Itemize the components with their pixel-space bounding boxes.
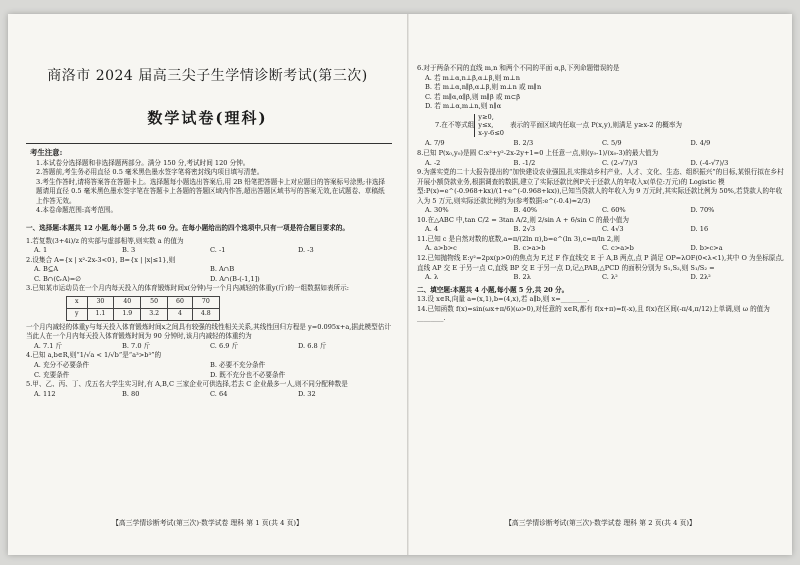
option: B. 80 — [122, 389, 140, 398]
question-14 — [417, 305, 785, 324]
option: D. b>c>a — [690, 244, 723, 253]
question-stem: 13.设 x∈R,向量 a=(x,1),b=(4,x),若 a∥b,则 x=________. — [417, 295, 590, 304]
option: A. 7.1 斤 — [34, 341, 63, 350]
table-cell: 70 — [192, 296, 219, 308]
table-cell: 3.2 — [141, 308, 168, 320]
right-questions — [417, 64, 785, 324]
paper-title: 商洛市 2024 届高三尖子生学情诊断考试(第三次) — [47, 68, 368, 84]
option: B. 2λ — [513, 273, 531, 282]
option: A. 7/9 — [425, 139, 445, 148]
option: D. A∩(B-(-1,1]) — [210, 274, 260, 283]
option: A. λ — [425, 273, 439, 282]
inequality: y≤x, — [478, 120, 494, 129]
question-stem: 8.已知 P(x₀,y₀)是圆 C:x²+y²-2x-2y+1=0 上任意一点,则(y₀-1)/(x₀-3)的最大值为 — [417, 149, 659, 157]
option: B. 若 m⊥α,n∥β,α⊥β,则 m⊥n 或 m∥n — [425, 83, 542, 92]
option: C. 6.9 斤 — [210, 341, 239, 350]
option: C. 60% — [602, 206, 626, 215]
option: C. c>a>b — [602, 244, 634, 253]
question-2 — [26, 256, 392, 285]
option: D. (-4-√7)/3 — [690, 158, 729, 167]
option: D. 16 — [690, 225, 709, 234]
option: A. B⊆A — [34, 265, 59, 274]
option: B. 必要不充分条件 — [210, 360, 266, 369]
option: D. 70% — [690, 206, 715, 215]
option: B. 2/3 — [513, 139, 534, 148]
title-divider — [26, 143, 392, 144]
table-cell: 30 — [87, 296, 114, 308]
option: D. 4/9 — [690, 139, 711, 148]
inequality-system — [474, 114, 504, 138]
option: D. 32 — [298, 389, 316, 398]
inequality: x-y-6≤0 — [478, 128, 504, 137]
question-7 — [417, 114, 785, 149]
exam-paper-sheet — [8, 14, 792, 555]
question-5 — [26, 380, 392, 399]
question-stem: 9.为落实党的二十大报告提出的“加快建设农业强国,扎实推动乡村产业、人才、文化、生态、组织振兴”的目标,某银行拟在乡村开展小额贷款业务,根据调查的数据,建立了实际还款比例P关于还款人的年收入x(单位:万元)的 Logistic 模型:P(x)=e^(-0.968+kx)/(1+e^(-0.968+kx)),已知当贷款人的年收入为 9 万元时,其实际还款比例为 50%,若贷款人的年收入为 5 万元,则实际还款比例约为(参考数据:e^(-0.4)≈2/3) — [417, 168, 784, 205]
option: B. 40% — [513, 206, 538, 215]
note-item: 4.本卷命题范围:高考范围。 — [36, 206, 118, 215]
question-stem: 14.已知函数 f(x)=sin(ωx+π/6)(ω>0),对任意的 x∈R,都有 f(x+π)=f(-x),且 f(x)在区间(-π/4,π/12)上单调,则 ω 的值为________. — [417, 304, 770, 323]
option: C. 充要条件 — [34, 370, 70, 379]
table-header: x — [67, 296, 88, 308]
inequality: y≥0, — [478, 112, 494, 121]
table-cell: 4 — [168, 308, 193, 320]
question-stem: 10.在△ABC 中,tan C/2 = 3tan A/2,则 2/sin A + 6/sin C 的最小值为 — [417, 215, 629, 224]
page-footer: 【高三学情诊断考试(第三次)·数学试卷 理科 第 2 页(共 4 页)】 — [505, 519, 696, 527]
option: B. 2√3 — [513, 225, 536, 234]
question-12 — [417, 254, 785, 283]
option: D. 若 m⊥α,m⊥n,则 n∥α — [425, 102, 502, 111]
option: A. 30% — [425, 206, 449, 215]
option: A. 112 — [34, 389, 56, 398]
note-item: 1.本试卷分选择题和非选择题两部分。满分 150 分,考试时间 120 分钟。 — [36, 158, 250, 167]
subject-title: 数学试卷(理科) — [147, 109, 268, 127]
option: B. 3 — [122, 246, 136, 255]
question-stem: 3.已知某市运动员在一个月内每天投入的体育锻炼时间x(分钟)与一个月内减轻的体重y(斤)的一组数据如表所示: — [26, 284, 349, 293]
option: C. λ² — [602, 273, 618, 282]
question-stem-continued: 表示的平面区域内任取一点 P(x,y),则满足 y≥x-2 的概率为 — [509, 120, 683, 129]
option: D. 2λ² — [690, 273, 711, 282]
option: A. -2 — [425, 158, 441, 167]
question-4 — [26, 351, 392, 380]
option: A. 4 — [425, 225, 439, 234]
option: C. 5/9 — [602, 139, 622, 148]
table-cell: 4.8 — [192, 308, 219, 320]
question-10 — [417, 216, 785, 235]
option: D. -3 — [298, 246, 314, 255]
question-11 — [417, 235, 785, 254]
table-cell: 60 — [168, 296, 193, 308]
question-stem: 5.甲、乙、丙、丁、戊五名大学生实习时,有 A,B,C 三家企业可供选择,若去 C 企业最多一人,则不同分配种数是 — [26, 380, 348, 389]
table-cell: 1.1 — [87, 308, 114, 320]
option: D. 既不充分也不必要条件 — [210, 370, 286, 379]
right-page — [409, 14, 792, 555]
option: D. 6.8 斤 — [298, 341, 327, 350]
option: C. 4√3 — [602, 225, 624, 234]
option: C. 若 m∥α,α∥β,则 m∥β 或 m⊂β — [425, 92, 521, 101]
question-stem: 7.在不等式组 — [435, 120, 475, 129]
option: A. 若 m⊥α,n⊥β,α⊥β,则 m⊥n — [425, 73, 520, 82]
option: B. c>a>b — [513, 244, 546, 253]
question-6 — [417, 64, 785, 112]
option: B. -1/2 — [513, 158, 536, 167]
table-header: y — [67, 308, 88, 320]
exam-notes — [30, 148, 388, 216]
option: C. 64 — [210, 389, 228, 398]
section-heading: 二、填空题:本题共 4 小题,每小题 5 分,共 20 分。 — [417, 285, 569, 294]
section-heading: 一、选择题:本题共 12 小题,每小题 5 分,共 60 分。在每小题给出的四个选项中,只有一项是符合题目要求的。 — [26, 224, 349, 232]
question-8 — [417, 149, 785, 168]
table-cell: 50 — [141, 296, 168, 308]
question-1 — [26, 237, 392, 256]
option: C. (2-√7)/3 — [602, 158, 638, 167]
question-stem: 11.已知 c 是自然对数的底数,a=π/(2ln π),b=e^(ln 3),c=π/ln 2,则 — [417, 234, 620, 243]
option: C. B∩(∁ᵣA)=∅ — [34, 274, 82, 283]
table-cell: 40 — [114, 296, 141, 308]
notes-heading: 考生注意: — [30, 148, 63, 157]
option: C. -1 — [210, 246, 226, 255]
option: B. 7.0 斤 — [122, 341, 151, 350]
question-stem: 12.已知抛物线 E:y²=2px(p>0)的焦点为 F,过 F 作直线交 E 于 A,B 两点,点 P 满足 OP=λOF(0<λ<1),其中 O 为坐标原点,直线 AP 交 E 于另一点 C,直线 BP 交 E 于另一点 D,记△PAB,△PCD 的面积分别为 S₁,S₂,则 S₁/S₂ = — [417, 254, 785, 272]
question-stem: 6.对于两条不同的直线 m,n 和两个不同的平面 α,β,下列命题错误的是 — [417, 64, 620, 72]
data-table — [66, 296, 220, 321]
question-stem-continued: 一个月内减轻的体重y与每天投入体育锻炼时间x之间具有较强的线性相关关系,其线性回归方程是 y=0.095x+a,据此模型估计当此人在一个月内每天投入体育锻炼时间为 90 分钟时,该月内减轻的体重约为 — [26, 322, 391, 341]
question-3 — [26, 284, 392, 351]
page-footer: 【高三学情诊断考试(第三次)·数学试卷 理科 第 1 页(共 4 页)】 — [112, 519, 303, 527]
note-item: 3.考生作答时,请将答案答在答题卡上。选择题每小题选出答案后,用 2B 铅笔把答题卡上对应题目的答案标号涂黑;非选择题请用直径 0.5 毫米黑色墨水签字笔在答题卡上各题的答题区域内作答,超出答题区域书写的答案无效,在试题卷、草稿纸上作答无效。 — [36, 177, 386, 205]
question-9 — [417, 168, 785, 216]
question-stem: 2.设集合 A={x | x²-2x-3<0}, B={x | |x|≤1},则 — [26, 255, 176, 264]
note-item: 2.答题前,考生务必用直径 0.5 毫米黑色墨水签字笔将密封线内项目填写清楚。 — [36, 168, 264, 177]
option: A. 充分不必要条件 — [34, 360, 90, 369]
question-stem: 1.若复数(3+4i)/z 的实部与虚部相等,则实数 a 的值为 — [26, 236, 184, 245]
option: B. A∩B — [210, 265, 235, 274]
question-stem: 4.已知 a,b∈R,则“1/√a < 1/√b”是“a³>b³”的 — [26, 351, 162, 360]
left-questions — [26, 224, 392, 399]
left-page — [8, 14, 407, 555]
option: A. a>b>c — [425, 244, 457, 253]
option: A. 1 — [34, 246, 48, 255]
table-cell: 1.9 — [114, 308, 141, 320]
question-13 — [417, 295, 785, 305]
